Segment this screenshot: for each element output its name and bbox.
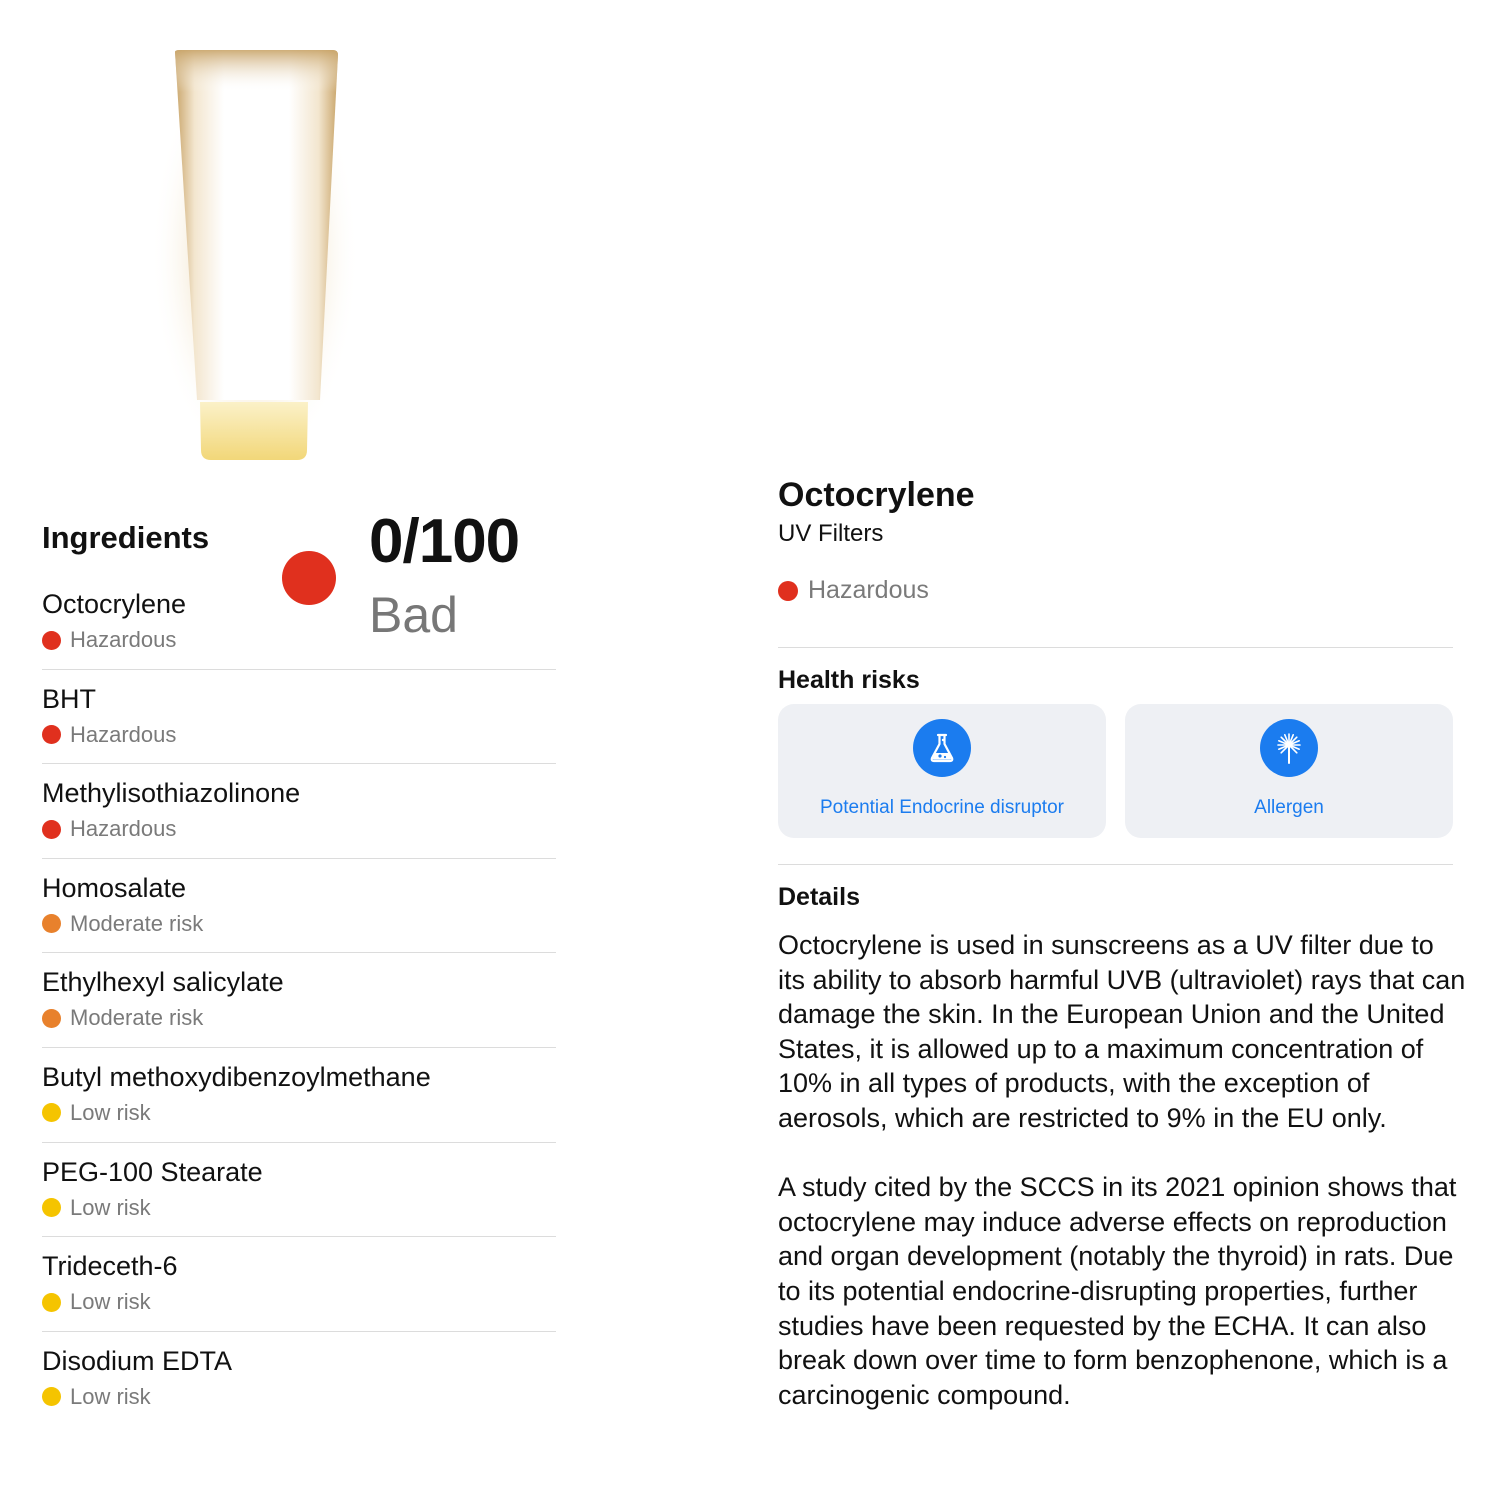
ingredient-status xyxy=(42,722,176,748)
ingredient-status-text: Low risk xyxy=(70,1099,151,1125)
health-risk-card-allergen[interactable] xyxy=(1125,704,1453,838)
ingredient-name: Octocrylene xyxy=(42,589,187,619)
ingredient-status xyxy=(42,627,176,653)
health-risk-label: Potential Endocrine disruptor xyxy=(820,797,1064,818)
details-text xyxy=(778,928,1468,1447)
flask-icon xyxy=(913,719,971,777)
ingredients-list xyxy=(42,575,556,1426)
dandelion-icon xyxy=(1260,719,1318,777)
ingredient-item[interactable] xyxy=(42,764,556,859)
status-dot-icon xyxy=(42,631,61,650)
ingredient-detail-title: Octocrylene xyxy=(778,476,975,514)
ingredient-detail-status-text: Hazardous xyxy=(808,576,929,604)
product-image xyxy=(150,40,360,470)
ingredient-item[interactable] xyxy=(42,953,556,1048)
status-dot-icon xyxy=(42,1198,61,1217)
ingredient-status xyxy=(42,816,176,842)
ingredient-status-text: Low risk xyxy=(70,1383,151,1409)
ingredient-name: PEG-100 Stearate xyxy=(42,1156,263,1187)
divider xyxy=(778,647,1453,648)
status-dot-icon xyxy=(42,914,61,933)
ingredient-status xyxy=(42,1289,151,1315)
score-label: Bad xyxy=(369,587,458,643)
ingredient-status-text: Hazardous xyxy=(70,721,177,747)
ingredient-item[interactable] xyxy=(42,1048,556,1143)
ingredient-status xyxy=(42,911,203,937)
ingredient-status-text: Moderate risk xyxy=(70,910,204,936)
status-dot-icon xyxy=(42,1387,61,1406)
ingredient-name: Homosalate xyxy=(42,872,187,903)
health-risks xyxy=(778,704,1453,838)
health-risk-label: Allergen xyxy=(1254,797,1324,818)
ingredient-item[interactable] xyxy=(42,670,556,765)
status-dot-icon xyxy=(778,581,798,601)
health-risk-card-endocrine[interactable] xyxy=(778,704,1106,838)
ingredient-item[interactable] xyxy=(42,1237,556,1332)
ingredient-detail-status xyxy=(778,576,929,605)
ingredient-item[interactable] xyxy=(42,1332,556,1427)
details-paragraph: A study cited by the SCCS in its 2021 opinion shows that octocrylene may induce adverse effects on reproduction and organ development (notably the thyroid) in rats. Due to its potential endocrine-disrupting properties, further studies have been requested by the ECHA. It can also break down over time to form benzophenone, which is a carcinogenic compound. xyxy=(778,1172,1457,1410)
status-dot-icon xyxy=(42,1009,61,1028)
ingredient-status-text: Low risk xyxy=(70,1194,151,1220)
ingredient-status-text: Moderate risk xyxy=(70,1005,204,1031)
ingredient-name: BHT xyxy=(42,683,96,714)
ingredient-status xyxy=(42,1195,151,1221)
ingredient-item[interactable] xyxy=(42,1143,556,1238)
ingredient-name: Ethylhexyl salicylate xyxy=(42,967,284,998)
cream-tube-icon xyxy=(150,40,360,470)
status-dot-icon xyxy=(42,1103,61,1122)
status-dot-icon xyxy=(42,820,61,839)
ingredient-name: Trideceth-6 xyxy=(42,1251,178,1282)
score-value: 0/100 xyxy=(369,507,520,576)
ingredient-status-text: Low risk xyxy=(70,1289,151,1315)
ingredient-name: Butyl methoxydibenzoylmethane xyxy=(42,1061,431,1092)
status-dot-icon xyxy=(42,1293,61,1312)
ingredient-status-text: Hazardous xyxy=(70,816,177,842)
ingredient-status xyxy=(42,1005,203,1031)
health-risks-title: Health risks xyxy=(778,666,920,694)
ingredient-category: UV Filters xyxy=(778,520,884,547)
details-title: Details xyxy=(778,883,860,911)
ingredient-status xyxy=(42,1384,151,1410)
ingredient-name: Disodium EDTA xyxy=(42,1345,233,1376)
ingredient-status xyxy=(42,1100,151,1126)
divider xyxy=(778,864,1453,865)
ingredients-title: Ingredients xyxy=(42,520,210,555)
ingredient-item[interactable] xyxy=(42,859,556,954)
ingredient-status-text: Hazardous xyxy=(70,627,177,652)
status-dot-icon xyxy=(42,725,61,744)
ingredient-name: Methylisothiazolinone xyxy=(42,778,301,809)
ingredient-item[interactable] xyxy=(42,575,556,670)
details-paragraph: Octocrylene is used in sunscreens as a UV filter due to its ability to absorb harmful UVB (ultraviolet) rays that can damage the skin. In the European Union and the United States, it is allowed up to a maximum concentration of 10% in all types of products, with the exception of aerosols, which are restricted to 9% in the EU only. xyxy=(778,930,1466,1133)
